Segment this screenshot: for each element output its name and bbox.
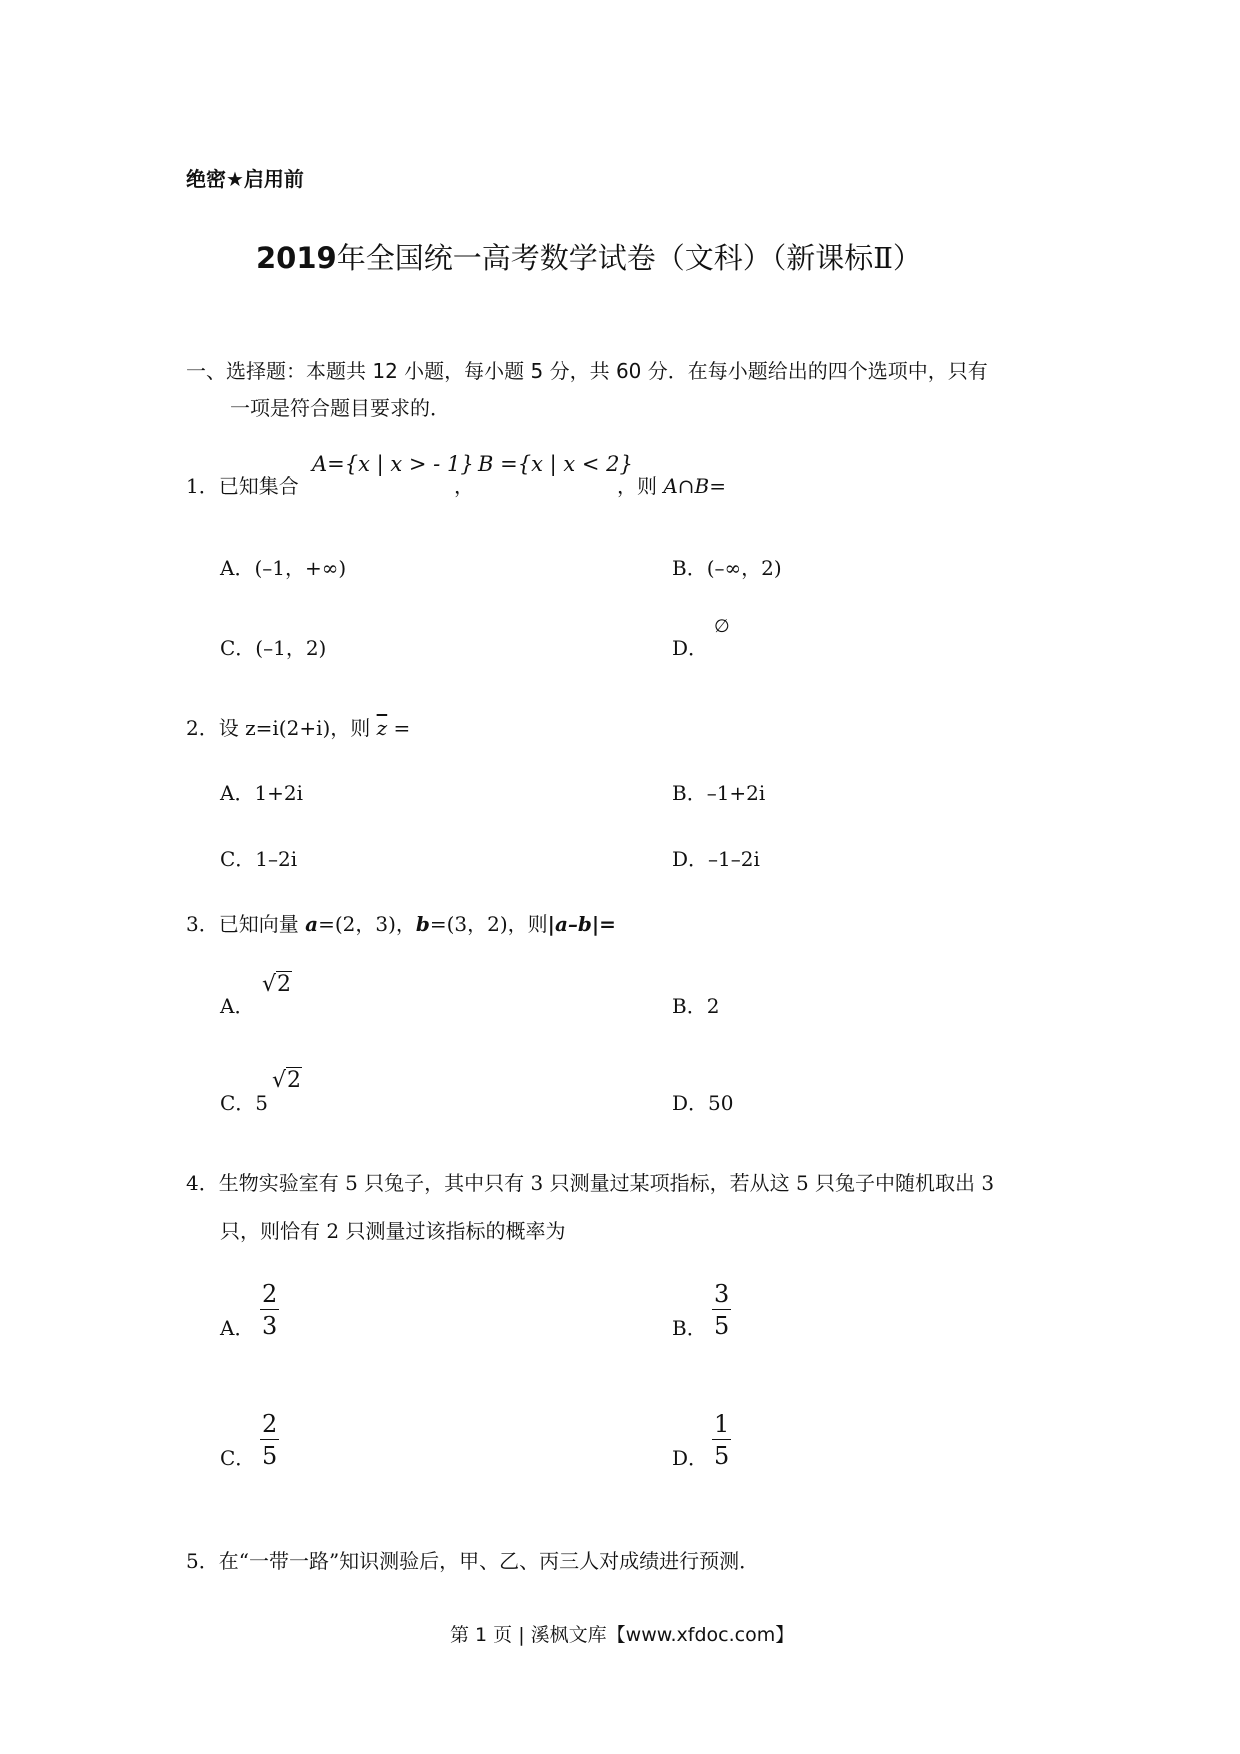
q4-option-c-fraction xyxy=(260,1412,279,1468)
q3-abs: |a–b|= xyxy=(547,912,616,936)
q4-option-d-fraction xyxy=(712,1412,731,1468)
q2-expr: z=i(2+i) xyxy=(245,716,331,740)
q4-option-b: B． xyxy=(672,1316,707,1340)
q1-stem-b: ，则 xyxy=(617,474,664,498)
q4-d-den: 5 xyxy=(714,1442,730,1470)
q1-stem-a: 1．已知集合 xyxy=(186,474,299,498)
q2-option-d: D．–1–2i xyxy=(672,847,760,871)
q3-option-b: B．2 xyxy=(672,994,720,1018)
q2-zbar: $\overline{z}$ xyxy=(376,716,388,740)
q3-b-val: =(3，2)，则 xyxy=(429,912,548,936)
q3-option-c-sqrt: √2 xyxy=(272,1068,302,1093)
q1-option-a: A．(–1，+∞) xyxy=(220,556,347,580)
q3-option-c-radicand: 2 xyxy=(287,1068,302,1093)
q3-option-c: C．5 xyxy=(220,1091,269,1115)
q4-option-c: C． xyxy=(220,1446,256,1470)
q3-vector-b: b xyxy=(415,912,430,936)
question-5-stem: 5．在“一带一路”知识测验后，甲、乙、丙三人对成绩进行预测． xyxy=(186,1549,760,1573)
q4-option-a: A． xyxy=(220,1316,255,1340)
page-title xyxy=(256,236,922,277)
q3-option-a-radicand: 2 xyxy=(277,972,292,997)
q1-stem-b-wrap xyxy=(617,470,726,499)
q4-a-num: 2 xyxy=(262,1280,278,1308)
q3-option-a-sqrt: √2 xyxy=(262,972,292,997)
section-heading-line2: 一项是符合题目要求的． xyxy=(230,396,450,420)
q3-a-val: =(2，3)， xyxy=(318,912,416,936)
confidential-label: 绝密★启用前 xyxy=(186,167,304,191)
q1-ask: A∩B= xyxy=(663,474,727,498)
q3-stem-a: 3．已知向量 xyxy=(186,912,306,936)
q4-option-d: D． xyxy=(672,1446,709,1470)
q1-option-d-emptyset: ∅ xyxy=(714,616,730,637)
q2-option-a: A．1+2i xyxy=(220,781,304,805)
question-4-line1: 4．生物实验室有 5 只兔子，其中只有 3 只测量过某项指标，若从这 5 只兔子中随机取出 3 xyxy=(186,1171,995,1195)
q1-set-b: B ={x | x < 2} xyxy=(478,452,633,476)
question-3-stem xyxy=(186,908,616,937)
q2-option-b: B．–1+2i xyxy=(672,781,766,805)
q3-vector-a: a xyxy=(305,912,319,936)
q4-b-den: 5 xyxy=(714,1312,730,1340)
q4-b-num: 3 xyxy=(714,1280,730,1308)
q4-d-num: 1 xyxy=(714,1410,730,1438)
title-text: 年全国统一高考数学试卷（文科）（新课标Ⅱ） xyxy=(336,241,922,275)
title-year: 2019 xyxy=(256,241,337,275)
q4-a-den: 3 xyxy=(262,1312,278,1340)
section-heading-line1: 一、选择题：本题共 12 小题，每小题 5 分，共 60 分．在每小题给出的四个选项中，只有 xyxy=(186,359,988,383)
question-1-stem xyxy=(186,470,299,499)
q4-option-b-fraction xyxy=(712,1282,731,1338)
q1-option-c: C．(–1，2) xyxy=(220,636,327,660)
question-2-stem xyxy=(186,712,410,741)
q2-option-c: C．1–2i xyxy=(220,847,298,871)
q3-option-d: D．50 xyxy=(672,1091,734,1115)
q2-stem-b: ，则 xyxy=(330,716,377,740)
question-4-line2: 只，则恰有 2 只测量过该指标的概率为 xyxy=(220,1219,566,1243)
q4-c-num: 2 xyxy=(262,1410,278,1438)
q1-option-b: B．(–∞，2) xyxy=(672,556,782,580)
q1-sep: ， xyxy=(454,474,474,498)
q2-stem-a: 2．设 xyxy=(186,716,246,740)
q1-option-d: D． xyxy=(672,636,709,660)
q1-set-a: A={x | x > - 1} xyxy=(312,452,474,476)
q3-option-a: A． xyxy=(220,994,255,1018)
q4-c-den: 5 xyxy=(262,1442,278,1470)
q4-option-a-fraction xyxy=(260,1282,279,1338)
page-footer: 第 1 页 | 溪枫文库【www.xfdoc.com】 xyxy=(450,1624,795,1646)
q2-eq: = xyxy=(387,716,411,740)
